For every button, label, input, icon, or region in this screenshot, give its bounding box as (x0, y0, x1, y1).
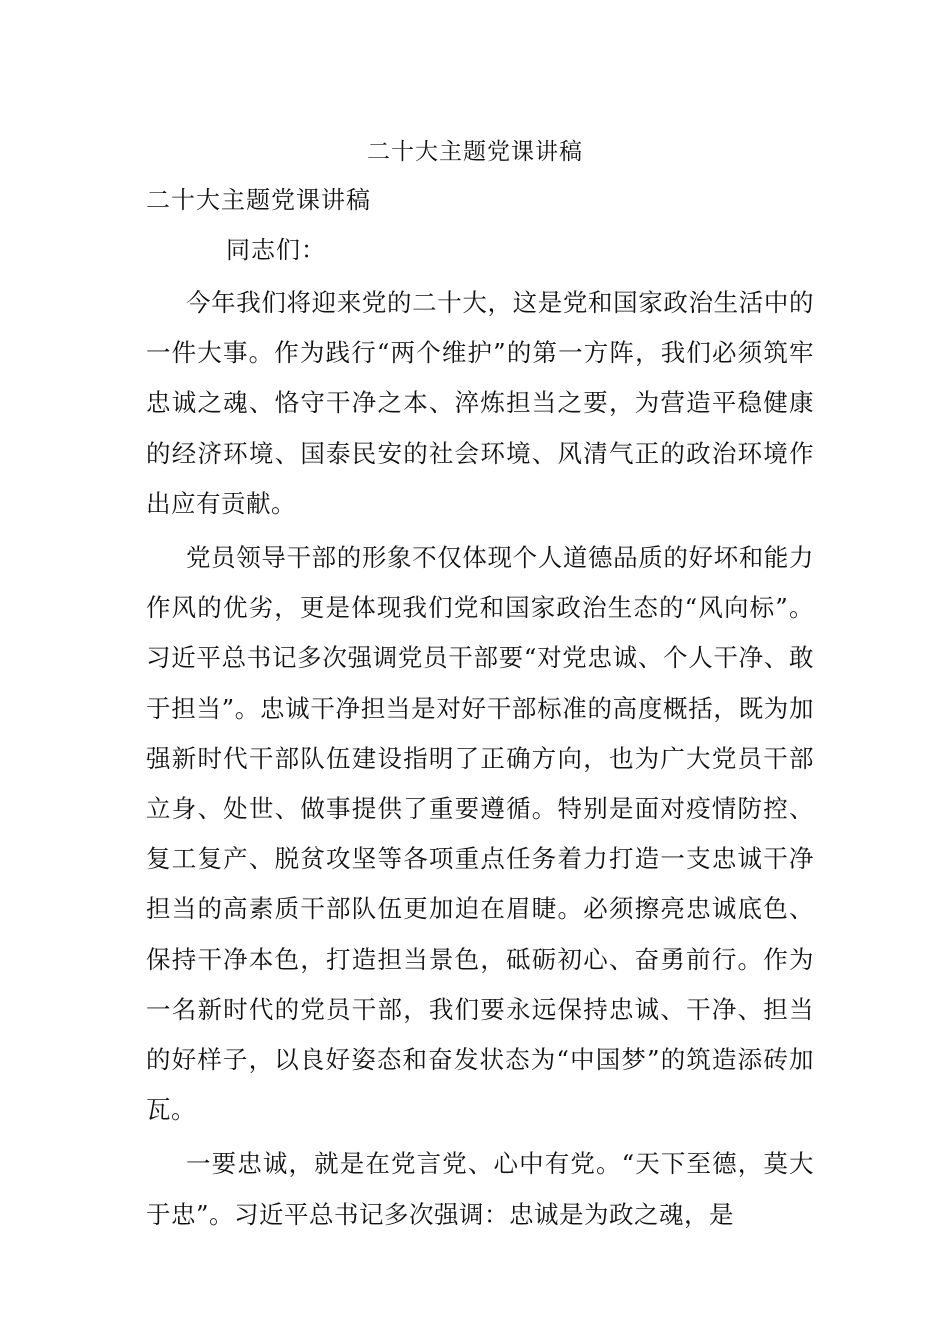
document-body (146, 278, 814, 1244)
paragraph-3: 一要忠诚，就是在党言党、心中有党。“天下至德，莫大于忠”。习近平总书记多次强调：忠诚是为政之魂，是 (146, 1149, 814, 1229)
document-title: 二十大主题党课讲稿 (367, 139, 583, 165)
salutation: 同志们： (226, 236, 326, 264)
document-subtitle: 二十大主题党课讲稿 (146, 186, 371, 214)
paragraph-1: 今年我们将迎来党的二十大，这是党和国家政治生活中的一件大事。作为践行“两个维护”的第一方阵，我们必须筑牢忠诚之魂、恪守干净之本、淬炼担当之要，为营造平稳健康的经济环境、国泰民安的社会环境、风清气正的政治环境作出应有贡献。 (146, 288, 814, 518)
paragraph-2: 党员领导干部的形象不仅体现个人道德品质的好坏和能力作风的优劣，更是体现我们党和国家政治生态的“风向标”。习近平总书记多次强调党员干部要“对党忠诚、个人干净、敢于担当”。忠诚干净担当是对好干部标准的高度概括，既为加强新时代干部队伍建设指明了正确方向，也为广大党员干部立身、处世、做事提供了重要遵循。特别是面对疫情防控、复工复产、脱贫攻坚等各项重点任务着力打造一支忠诚干净担当的高素质干部队伍更加迫在眉睫。必须擦亮忠诚底色、保持干净本色，打造担当景色，砥砺初心、奋勇前行。作为一名新时代的党员干部，我们要永远保持忠诚、干净、担当的好样子，以良好姿态和奋发状态为“中国梦”的筑造添砖加瓦。 (146, 543, 814, 1125)
